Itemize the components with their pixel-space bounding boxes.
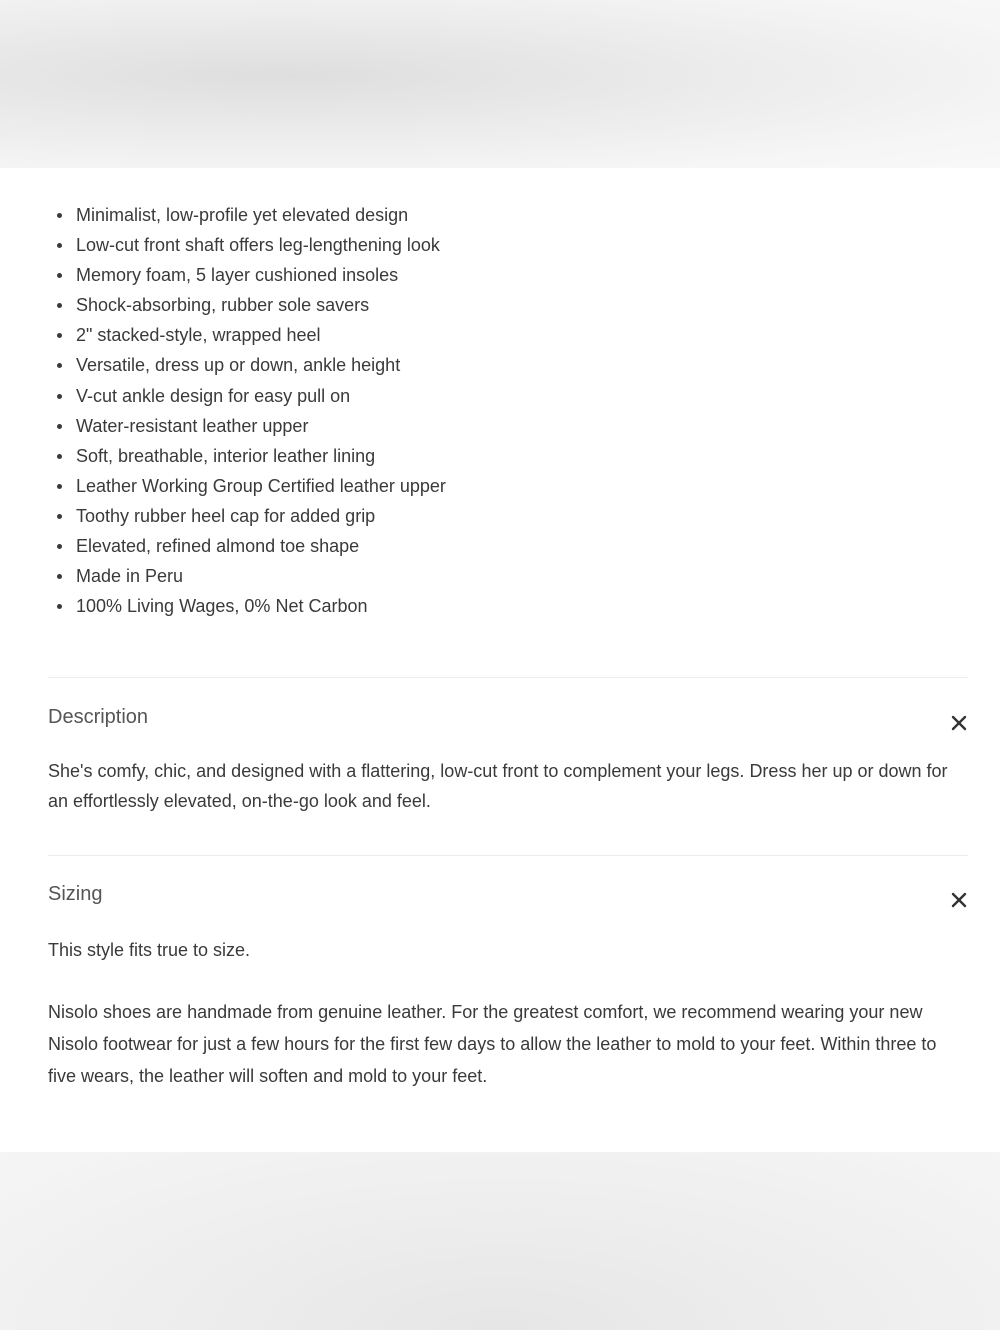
feature-text: Shock-absorbing, rubber sole savers (76, 295, 370, 316)
feature-item (48, 230, 948, 260)
bullet-icon (57, 454, 62, 459)
feature-item (48, 290, 948, 320)
bullet-icon (57, 213, 62, 218)
description-heading[interactable]: Description (48, 706, 149, 728)
feature-item (48, 441, 948, 471)
feature-text: Soft, breathable, interior leather lining (76, 445, 376, 466)
feature-item (48, 350, 948, 380)
feature-text: Memory foam, 5 layer cushioned insoles (76, 265, 399, 286)
feature-item (48, 561, 948, 591)
feature-item (48, 381, 948, 411)
feature-item (48, 411, 948, 441)
feature-item (48, 320, 948, 350)
divider (48, 855, 968, 856)
background-bottom (0, 1152, 1000, 1330)
bullet-icon (57, 574, 62, 579)
product-details-panel (0, 168, 1000, 1152)
bullet-icon (57, 604, 62, 609)
bullet-icon (57, 363, 62, 368)
feature-item (48, 471, 948, 501)
bullet-icon (57, 424, 62, 429)
description-close-button[interactable] (945, 709, 973, 737)
feature-text: Low-cut front shaft offers leg-lengthening look (76, 235, 440, 256)
sizing-heading[interactable]: Sizing (48, 883, 103, 905)
background-top (0, 0, 1000, 168)
feature-text: Minimalist, low-profile yet elevated design (76, 205, 409, 225)
bullet-icon (57, 243, 62, 248)
feature-text: V-cut ankle design for easy pull on (76, 385, 351, 406)
feature-item (48, 501, 948, 531)
feature-text: 2" stacked-style, wrapped heel (76, 325, 321, 346)
sizing-close-button[interactable] (945, 886, 973, 914)
feature-item (48, 591, 948, 621)
feature-text: 100% Living Wages, 0% Net Carbon (76, 596, 368, 617)
divider (48, 677, 968, 678)
bullet-icon (57, 394, 62, 399)
bullet-icon (57, 333, 62, 338)
close-icon (951, 892, 967, 908)
bullet-icon (57, 544, 62, 549)
bullet-icon (57, 484, 62, 489)
close-icon (951, 715, 967, 731)
feature-text: Leather Working Group Certified leather upper (76, 475, 446, 496)
feature-text: Versatile, dress up or down, ankle height (76, 355, 401, 376)
description-text: She's comfy, chic, and designed with a flattering, low-cut front to complement your legs. Dress her up or down for an effortlessly elevated, on-the-go look and feel. (48, 761, 948, 811)
feature-item (48, 260, 948, 290)
feature-text: Elevated, refined almond toe shape (76, 536, 360, 557)
bullet-icon (57, 303, 62, 308)
bullet-icon (57, 514, 62, 519)
feature-list (48, 200, 948, 621)
feature-item (48, 200, 948, 230)
feature-text: Toothy rubber heel cap for added grip (76, 505, 376, 526)
feature-item (48, 531, 948, 561)
sizing-fit-text: This style fits true to size. (48, 940, 251, 960)
feature-text: Made in Peru (76, 566, 184, 587)
feature-text: Water-resistant leather upper (76, 415, 309, 436)
bullet-icon (57, 273, 62, 278)
sizing-care-text: Nisolo shoes are handmade from genuine leather. For the greatest comfort, we recommend wearing your new Nisolo footwear for just a few hours for the first few days to allow the leather to mold to your feet. Within three to five wears, the leather will soften and mold to your feet. (48, 1002, 937, 1086)
